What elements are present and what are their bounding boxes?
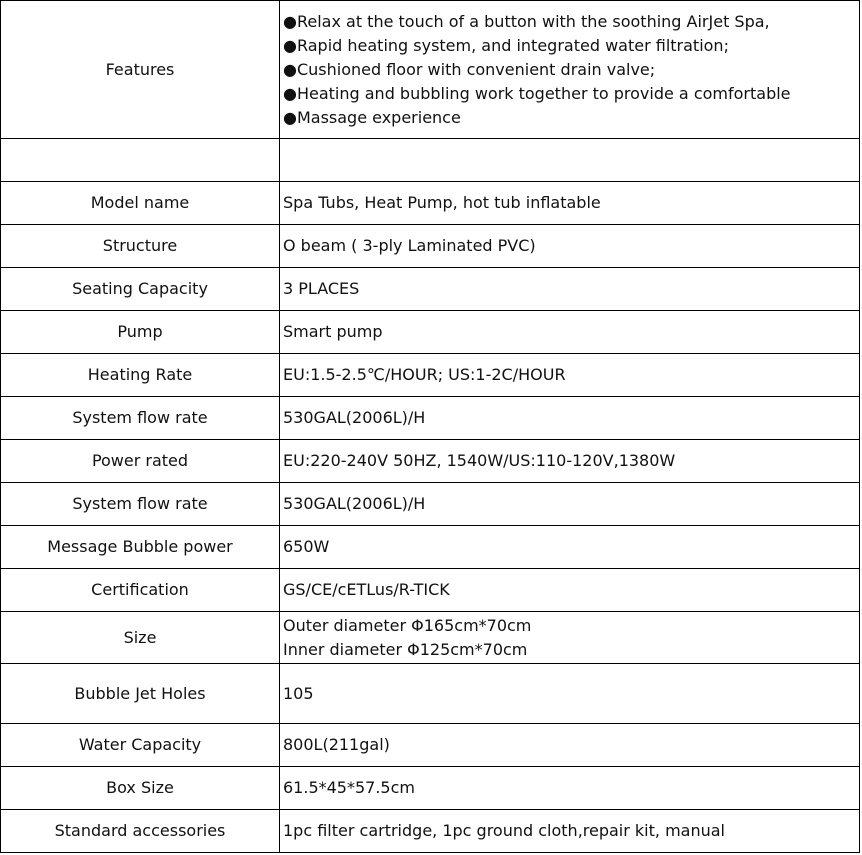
row-label: Structure (1, 225, 280, 268)
row-label: System flow rate (1, 397, 280, 440)
table-row (1, 268, 860, 311)
row-value: Spa Tubs, Heat Pump, hot tub inflatable (280, 182, 860, 225)
row-label: Standard accessories (1, 810, 280, 853)
row-label: Bubble Jet Holes (1, 664, 280, 724)
row-value: 61.5*45*57.5cm (280, 767, 860, 810)
table-row (1, 569, 860, 612)
row-value: O beam ( 3-ply Laminated PVC) (280, 225, 860, 268)
row-label: Pump (1, 311, 280, 354)
row-value: EU:220-240V 50HZ, 1540W/US:110-120V,1380W (280, 440, 860, 483)
row-label: Size (1, 612, 280, 664)
table-row (1, 526, 860, 569)
table-row-blank (1, 139, 860, 182)
row-label: Certification (1, 569, 280, 612)
table-row (1, 182, 860, 225)
row-label: Model name (1, 182, 280, 225)
row-label: Power rated (1, 440, 280, 483)
row-label: Message Bubble power (1, 526, 280, 569)
row-value: 530GAL(2006L)/H (280, 483, 860, 526)
row-label: Water Capacity (1, 724, 280, 767)
size-line: Outer diameter Φ165cm*70cm (283, 615, 532, 635)
table-row (1, 311, 860, 354)
row-value: 3 PLACES (280, 268, 860, 311)
row-value: 650W (280, 526, 860, 569)
table-row (1, 767, 860, 810)
table-row-features (1, 1, 860, 139)
row-value: Smart pump (280, 311, 860, 354)
feature-line: ●Heating and bubbling work together to provide a comfortable (283, 83, 791, 103)
table-row (1, 354, 860, 397)
row-label: Features (1, 1, 280, 139)
table-row (1, 397, 860, 440)
row-value (280, 139, 860, 182)
row-value: 800L(211gal) (280, 724, 860, 767)
feature-line: ●Massage experience (283, 107, 461, 127)
row-value: 530GAL(2006L)/H (280, 397, 860, 440)
row-label: Heating Rate (1, 354, 280, 397)
row-value: 105 (280, 664, 860, 724)
row-label: Box Size (1, 767, 280, 810)
size-line: Inner diameter Φ125cm*70cm (283, 639, 528, 659)
feature-line: ●Cushioned floor with convenient drain valve; (283, 59, 656, 79)
feature-line: ●Relax at the touch of a button with the soothing AirJet Spa, (283, 11, 770, 31)
size-values (280, 612, 860, 664)
row-label (1, 139, 280, 182)
table-row (1, 483, 860, 526)
row-value: GS/CE/cETLus/R-TICK (280, 569, 860, 612)
row-value: EU:1.5-2.5℃/HOUR; US:1-2C/HOUR (280, 354, 860, 397)
row-value: 1pc filter cartridge, 1pc ground cloth,repair kit, manual (280, 810, 860, 853)
feature-line: ●Rapid heating system, and integrated water filtration; (283, 35, 729, 55)
table-row-size (1, 612, 860, 664)
table-row (1, 724, 860, 767)
features-list (280, 1, 860, 139)
table-row (1, 225, 860, 268)
row-label: System flow rate (1, 483, 280, 526)
table-row (1, 810, 860, 853)
table-row (1, 440, 860, 483)
table-row (1, 664, 860, 724)
row-label: Seating Capacity (1, 268, 280, 311)
